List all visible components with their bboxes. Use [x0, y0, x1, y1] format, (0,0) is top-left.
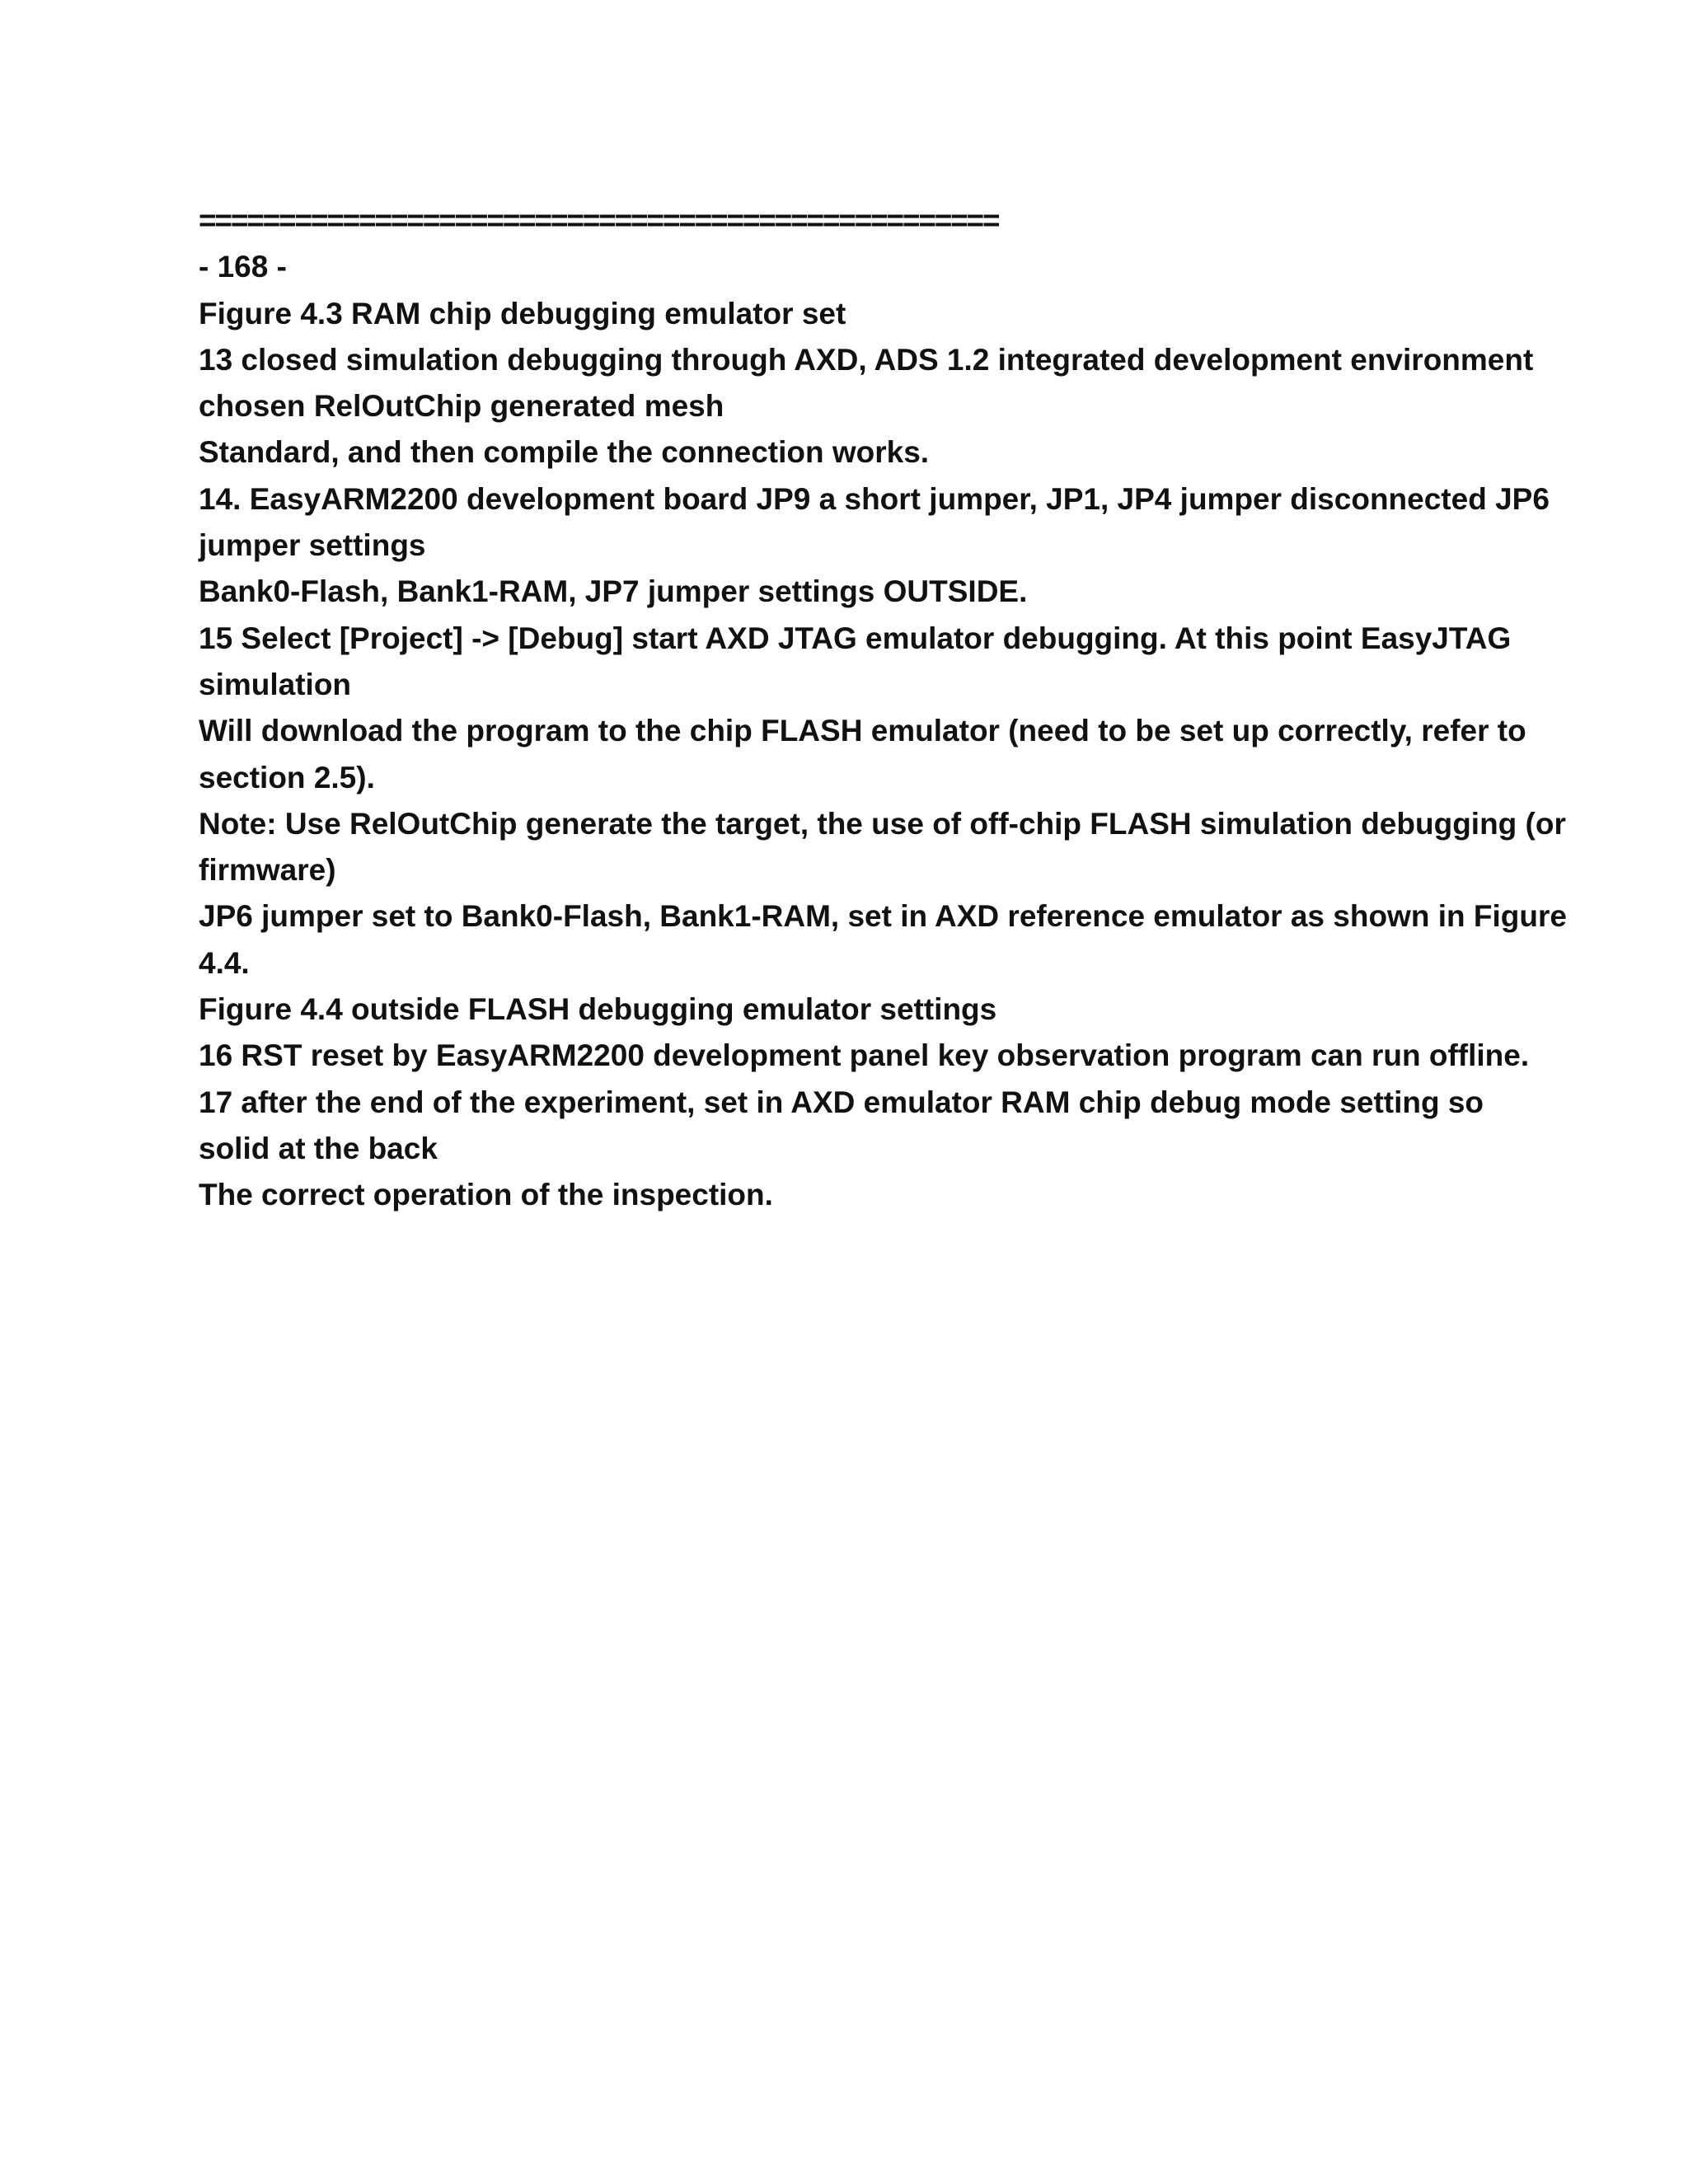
- text-line: Bank0-Flash, Bank1-RAM, JP7 jumper settings OUTSIDE.: [199, 574, 1028, 609]
- text-line: section 2.5).: [199, 760, 375, 794]
- text-line: 13 closed simulation debugging through AXD, ADS 1.2 integrated development environment: [199, 342, 1534, 377]
- text-line: firmware): [199, 853, 336, 888]
- text-line: simulation: [199, 667, 352, 701]
- note-line: Note: Use RelOutChip generate the target, the use of off-chip FLASH simulation debugging (or: [199, 806, 1566, 841]
- text-line: 15 Select [Project] -> [Debug] start AXD JTAG emulator debugging. At this point EasyJTAG: [199, 621, 1512, 655]
- text-line: Will download the program to the chip FLASH emulator (need to be set up correctly, refer to: [199, 714, 1526, 748]
- text-line: 17 after the end of the experiment, set in AXD emulator RAM chip debug mode setting so: [199, 1085, 1484, 1119]
- text-line: jumper settings: [199, 528, 426, 563]
- text-line: solid at the back: [199, 1131, 438, 1165]
- text-line: 16 RST reset by EasyARM2200 development panel key observation program can run offline.: [199, 1038, 1530, 1073]
- text-line: 14. EasyARM2200 development board JP9 a short jumper, JP1, JP4 jumper disconnected JP6: [199, 481, 1550, 516]
- separator-line: ==================================================: [199, 204, 999, 237]
- text-line: JP6 jumper set to Bank0-Flash, Bank1-RAM, set in AXD reference emulator as shown in Figure: [199, 899, 1567, 934]
- document-body: [199, 198, 1567, 1219]
- text-line: Standard, and then compile the connection works.: [199, 435, 930, 470]
- text-line: The correct operation of the inspection.: [199, 1178, 773, 1212]
- text-line: chosen RelOutChip generated mesh: [199, 389, 724, 424]
- text-line: 4.4.: [199, 945, 250, 980]
- figure-caption-4-4: Figure 4.4 outside FLASH debugging emulator settings: [199, 992, 997, 1027]
- figure-caption-4-3: Figure 4.3 RAM chip debugging emulator set: [199, 296, 846, 330]
- page-number: - 168 -: [199, 250, 287, 284]
